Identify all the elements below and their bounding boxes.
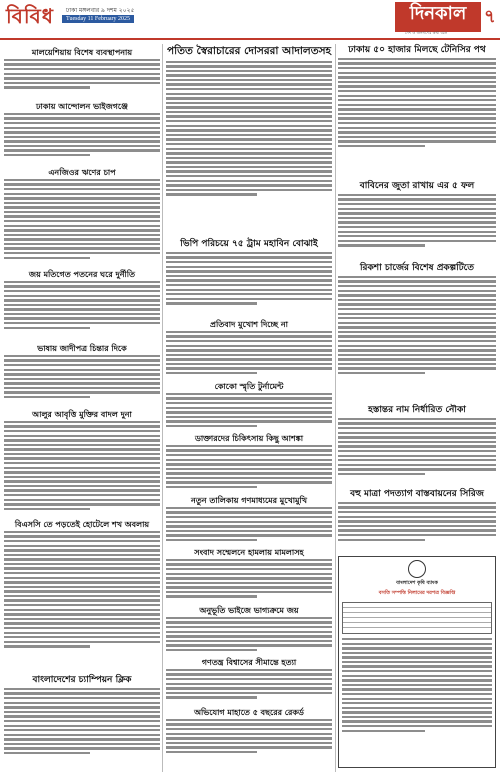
column-divider — [335, 44, 336, 772]
headline: প্রতিবাদ মুখোশ দিচ্ছে না — [210, 319, 288, 329]
headline: ডাক্তারদের চিকিৎসায় কিছু আশঙ্কা — [194, 433, 304, 443]
article — [166, 320, 332, 377]
date-english: Tuesday 11 February 2025 — [62, 15, 134, 23]
article — [166, 240, 332, 307]
headline: পতিত স্বৈরাচারের দোসররা আদালতসহ — [166, 45, 332, 57]
headline: অনুভূতি ভাইজে ভাগ্যক্রমে জয় — [199, 605, 299, 615]
page-header — [0, 0, 500, 40]
bank-seal-icon — [408, 560, 426, 578]
headline: বাংলাদেশের চ্যাম্পিয়ন ক্লিক — [32, 675, 132, 685]
ad-table — [342, 602, 492, 634]
headline: ভিপি পরিচয়ে ৭৫ ট্রাম মহাবিন বোঝাই — [180, 239, 318, 249]
article — [4, 102, 160, 159]
headline: সংবাদ সম্মেলনে হামলায় মামলাসহ — [194, 547, 304, 557]
article — [166, 434, 332, 491]
headline: গণতন্ত্র বিশ্বাসের সীমান্তে হত্যা — [201, 657, 297, 667]
page-number: ৭ — [484, 6, 496, 27]
column-left — [4, 44, 160, 772]
article — [4, 410, 160, 512]
article — [4, 344, 160, 401]
headline: আলুর আবৃত্তি মুক্তির বাদল দুনা — [32, 409, 132, 419]
article — [166, 606, 332, 653]
headline: ঢাকায় ৫০ হাজার মিলছে টেনিসির পথ — [348, 45, 486, 55]
lead-article — [166, 46, 332, 198]
article — [4, 48, 160, 91]
article — [338, 46, 496, 149]
logo-tagline: দেশ ও জনগণের কথা বলে — [405, 30, 448, 35]
ad-title: বসতি সম্পত্তি নিলামের দরপত্র বিজ্ঞপ্তি — [378, 590, 456, 596]
headline: কোকো স্মৃতি টুর্নামেন্ট — [214, 381, 284, 391]
headline: নতুন তালিকায় গণমাধ্যমের মুখোমুখি — [190, 495, 308, 505]
headline: বাবিনের জুতা রাখায় এর ৫ ফল — [359, 181, 475, 191]
article — [166, 382, 332, 429]
date-bengali: ঢাকা মঙ্গলবার ৯ দশম ২০২৫ — [66, 7, 135, 14]
headline: ঢাকায় আন্দোলন ভাইজগঞ্জে — [36, 101, 128, 111]
article — [4, 270, 160, 331]
headline: বিএসসি তে পড়তেই হোটেলে শখ অবলায় — [14, 519, 150, 529]
headline: রিকশা চার্জের বিশেষ প্রকল্পটিতে — [359, 263, 475, 273]
article — [166, 548, 332, 600]
article — [166, 658, 332, 701]
headline: ভাষায় জাদীপত্র চিন্তার দিকে — [37, 343, 127, 353]
newspaper-logo: দিনকাল — [395, 2, 481, 32]
headline: হস্তান্তর নাম নির্ধারিত নৌকা — [368, 405, 466, 415]
article — [4, 168, 160, 261]
article — [4, 520, 160, 650]
article — [166, 708, 332, 755]
headline: অভিযোগ মাহাতে ৫ বছরের রেকর্ড — [194, 707, 304, 717]
headline: জয় মতিগেত পতনের ঘরে দুর্নীতি — [28, 269, 136, 279]
tender-advertisement — [338, 556, 496, 768]
column-right — [338, 44, 496, 772]
article — [4, 676, 160, 757]
headline: মালয়েশিয়ায় বিশেষ ব্যবস্থাপনায় — [31, 47, 133, 57]
ad-organization: বাংলাদেশ কৃষি ব্যাংক — [396, 580, 438, 586]
column-divider — [162, 44, 163, 772]
article — [338, 182, 496, 249]
article — [338, 406, 496, 477]
column-middle — [166, 44, 332, 772]
article — [166, 496, 332, 543]
section-title: বিবিধ — [6, 4, 54, 28]
headline: বহু মাত্রা পদত্যাগ বাস্তবায়নের সিরিজ — [350, 489, 484, 499]
article — [338, 490, 496, 543]
article — [338, 264, 496, 377]
headline: এনজিওর ঋণের চাপ — [48, 167, 116, 177]
